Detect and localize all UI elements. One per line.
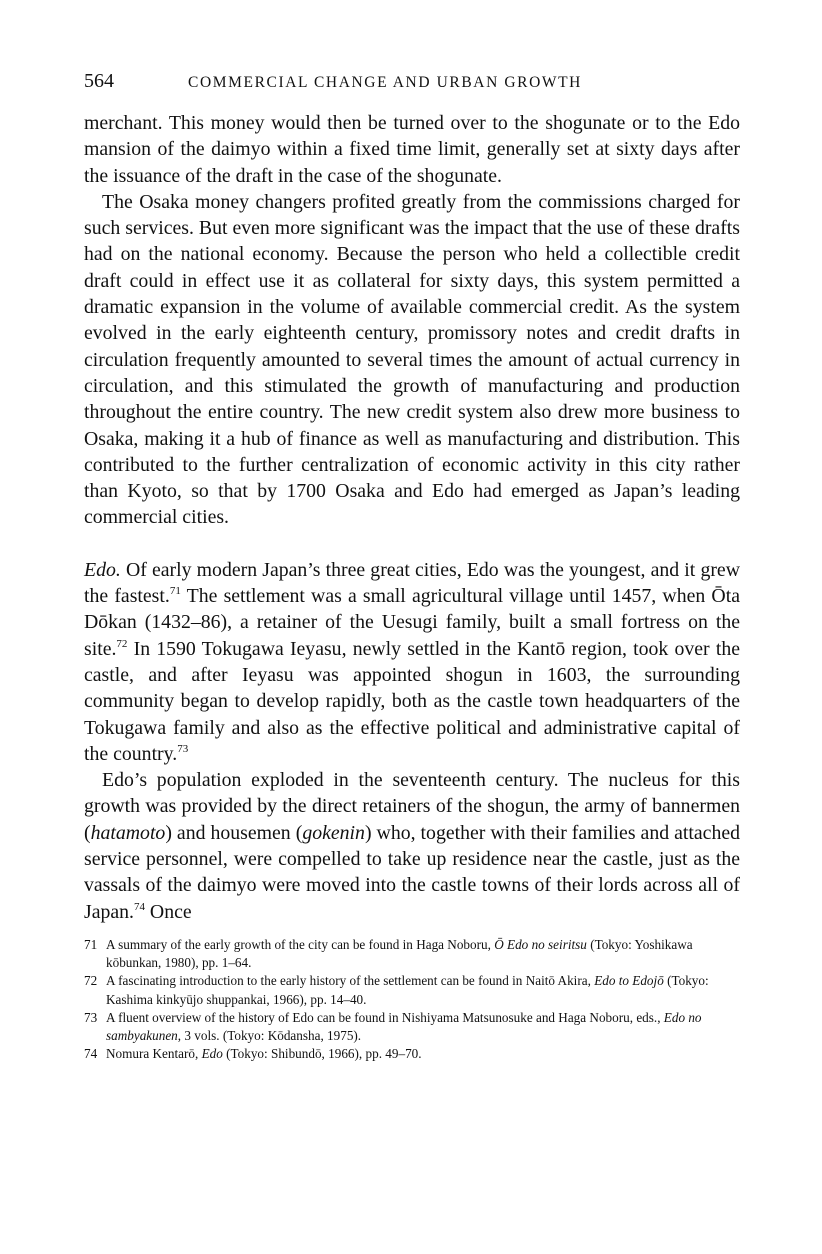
- cited-title: Edo no sambyakunen: [106, 1009, 702, 1043]
- footnote-text: [106, 1009, 740, 1045]
- running-title: COMMERCIAL CHANGE AND URBAN GROWTH: [188, 74, 582, 91]
- section-spacer: [84, 531, 740, 557]
- footnote-ref[interactable]: 72: [116, 637, 128, 650]
- cited-title: Ō Edo no seiritsu: [494, 936, 587, 952]
- japanese-term: gokenin: [302, 821, 365, 844]
- footnote: [84, 1045, 740, 1063]
- text-run: In 1590 Tokugawa Ieyasu, newly settled in the Kantō region, took over the castle, and after Ieyasu was appointed shogun in 1603, the surrounding community began to develop rapidly, both as the castle town headquarters of the Tokugawa family and also as the effective political and administrative capital of the country.: [84, 637, 740, 765]
- text-run: A fascinating introduction to the early history of the settlement can be found in Naitō Akira,: [106, 973, 595, 989]
- footnotes: [84, 936, 740, 1063]
- footnote-ref[interactable]: 73: [177, 742, 189, 755]
- footnote-ref[interactable]: 74: [133, 900, 145, 913]
- footnote-ref[interactable]: 71: [169, 585, 181, 598]
- footnote-number: 72: [84, 973, 98, 989]
- paragraph: merchant. This money would then be turned over to the shogunate or to the Edo mansion of the daimyo within a fixed time limit, generally set at sixty days after the issuance of the draft in the case of the shogunate.: [84, 112, 740, 187]
- footnote-number: 71: [84, 936, 98, 952]
- japanese-term: hatamoto: [90, 821, 166, 844]
- cited-title: Edo to Edojō: [594, 973, 664, 989]
- footnote: [84, 936, 740, 972]
- text-run: Nomura Kentarō,: [106, 1046, 202, 1062]
- text-run: , 3 vols. (Tokyo: Kōdansha, 1975).: [177, 1027, 362, 1043]
- text-run: ) who, together with their families and attached service personnel, were compelled to take up residence near the castle, just as the vassals of the daimyo were moved into the castle towns of their lords across all of Japan.: [84, 821, 741, 923]
- running-head: [84, 70, 740, 110]
- page-number: 564: [84, 70, 114, 92]
- footnote-number: 73: [84, 1009, 98, 1025]
- text-run: (Tokyo: Kashima kinkyūjo shuppankai, 1966), pp. 14–40.: [106, 973, 709, 1007]
- paragraph: [84, 557, 740, 767]
- paragraph: [84, 767, 740, 925]
- text-run: ) and housemen (: [165, 821, 303, 844]
- text-run: Once: [144, 900, 192, 923]
- text-run: A summary of the early growth of the city can be found in Haga Noboru,: [106, 936, 495, 952]
- section-heading: Edo.: [84, 558, 121, 581]
- footnote-number: 74: [84, 1046, 98, 1062]
- paragraph: The Osaka money changers profited greatly from the commissions charged for such services. But even more significant was the impact that the use of these drafts had on the national economy. Because the person who held a collectible credit draft could in effect use it as collateral for sixty days, this system permitted a dramatic expansion in the volume of available commercial credit. As the system evolved in the early eighteenth century, promissory notes and credit drafts in circulation frequently amounted to several times the amount of actual currency in circulation, and this stimulated the growth of manufacturing and production throughout the entire country. The new credit system also drew more business to Osaka, making it a hub of finance as well as manufacturing and distribution. This contributed to the further centralization of economic activity in this city rather than Kyoto, so that by 1700 Osaka and Edo had emerged as Japan’s leading commercial cities.: [84, 190, 740, 529]
- text-run: (Tokyo: Yoshikawa kōbunkan, 1980), pp. 1–64.: [106, 936, 693, 971]
- text-run: The settlement was a small agricultural village until 1457, when Ōta Dōkan (1432–86), a retainer of the Uesugi family, built a small fortress on the site.: [84, 585, 740, 660]
- text-run: Of early modern Japan’s three great cities, Edo was the youngest, and it grew the fastest.: [84, 558, 740, 608]
- footnote-text: [106, 1045, 740, 1063]
- footnote: [84, 972, 740, 1008]
- text-run: (Tokyo: Shibundō, 1966), pp. 49–70.: [222, 1046, 422, 1062]
- book-page: [84, 70, 740, 1063]
- cited-title: Edo: [201, 1046, 223, 1062]
- text-run: Edo’s population exploded in the seventeenth century. The nucleus for this growth was provided by the direct retainers of the shogun, the army of bannermen (: [84, 769, 740, 844]
- footnote-text: [106, 936, 740, 972]
- text-run: A fluent overview of the history of Edo can be found in Nishiyama Matsunosuke and Haga Noboru, eds.,: [106, 1009, 664, 1025]
- footnote-text: [106, 972, 740, 1008]
- body-text: [84, 110, 740, 925]
- footnote: [84, 1009, 740, 1045]
